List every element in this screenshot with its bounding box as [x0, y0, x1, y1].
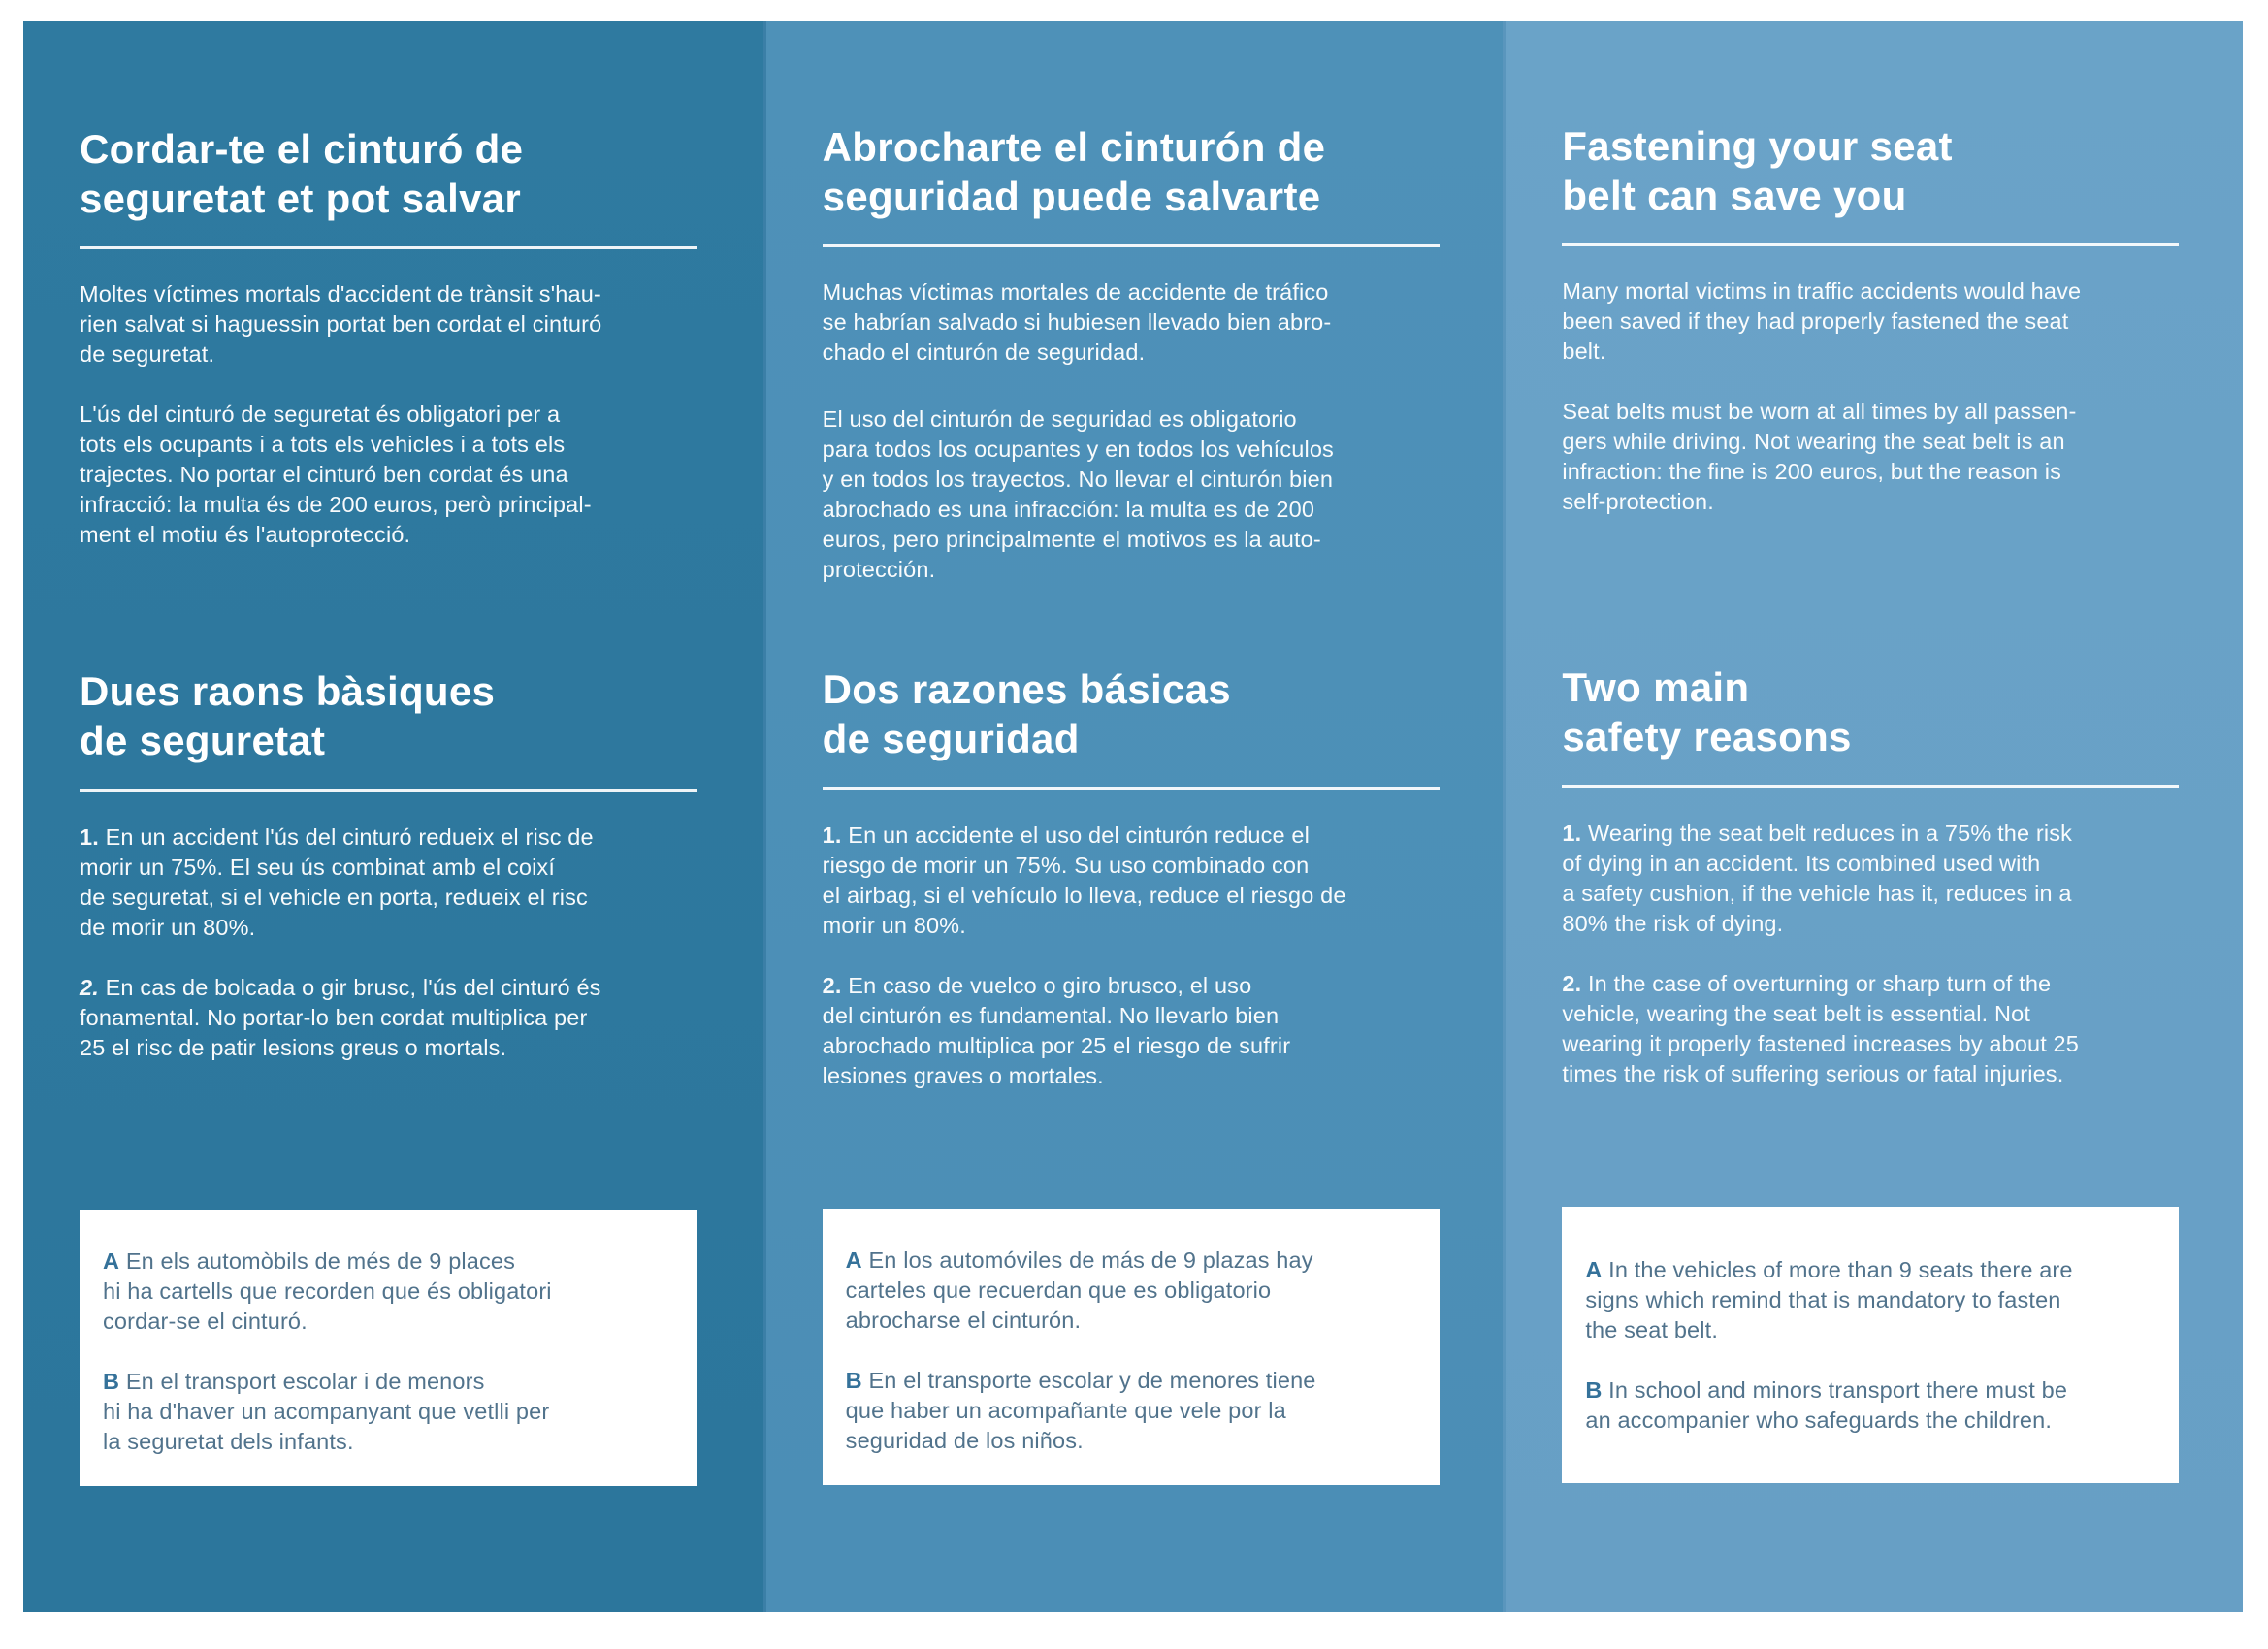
text-line: [846, 1306, 1416, 1336]
reason-item: [1562, 819, 2179, 939]
text-line: infracció: la multa és de 200 euros, però principal-: [80, 492, 592, 517]
reason-item: [1562, 969, 2179, 1089]
text-line: [1562, 999, 2179, 1029]
text-line: [80, 973, 697, 1003]
reason-item: [80, 973, 697, 1063]
info-box-letter: B: [845, 1368, 862, 1393]
text-line: [103, 1427, 673, 1457]
text-line: [823, 971, 1440, 1001]
text-line: belt.: [1562, 339, 1606, 364]
text-line: [846, 1426, 1416, 1456]
reason-number: 1.: [1562, 821, 1582, 846]
info-box-text: signs which remind that is mandatory to fasten: [1585, 1287, 2061, 1312]
info-box-text: En el transporte escolar y de menores tiene: [868, 1368, 1316, 1393]
text-line: para todos los ocupantes y en todos los vehículos: [822, 436, 1334, 462]
text-line: rien salvat si haguessin portat ben cordat el cinturó: [80, 311, 602, 337]
section-heading-main: [80, 124, 697, 223]
info-box-letter: A: [103, 1248, 120, 1274]
text-line: [846, 1245, 1416, 1276]
info-box-text: En los automóviles de más de 9 plazas hay: [868, 1247, 1313, 1273]
intro-text: [823, 277, 1440, 585]
reason-item: [80, 823, 697, 943]
text-line: [80, 913, 697, 943]
brochure: [23, 21, 2243, 1612]
text-line: [1562, 1059, 2179, 1089]
text-line: [823, 1001, 1440, 1031]
reason-number: 2.: [1562, 971, 1582, 996]
reason-text: En caso de vuelco o giro brusco, el uso: [848, 973, 1252, 998]
reason-text: fonamental. No portar-lo ben cordat multiplica per: [80, 1005, 588, 1030]
heading-line: safety reasons: [1562, 714, 1852, 760]
reason-text: abrochado multiplica por 25 el riesgo de sufrir: [822, 1033, 1291, 1058]
info-box: [80, 1210, 697, 1486]
text-line: Seat belts must be worn at all times by all passen-: [1562, 399, 2077, 424]
text-line: [1562, 909, 2179, 939]
reason-number: 1.: [80, 824, 99, 850]
heading-line: Two main: [1562, 664, 1750, 710]
info-box-item: [1585, 1375, 2155, 1436]
text-line: [1585, 1406, 2155, 1436]
heading-line: seguretat et pot salvar: [80, 176, 522, 221]
text-line: [1585, 1285, 2155, 1315]
info-box-text: abrocharse el cinturón.: [845, 1308, 1082, 1333]
text-line: [103, 1367, 673, 1397]
text-line: y en todos los trayectos. No llevar el cinturón bien: [822, 467, 1334, 492]
info-box-text: cordar-se el cinturó.: [103, 1309, 308, 1334]
text-line: [823, 1031, 1440, 1061]
text-line: [823, 821, 1440, 851]
divider: [80, 246, 697, 249]
panel-catalan: [23, 21, 763, 1612]
text-line: [1562, 819, 2179, 849]
text-line: been saved if they had properly fastened the seat: [1562, 308, 2069, 334]
info-box-text: hi ha d'haver un acompanyant que vetlli per: [103, 1399, 550, 1424]
reason-text: 25 el risc de patir lesions greus o mortals.: [80, 1035, 507, 1060]
intro-paragraph: [80, 279, 697, 370]
section-heading-reasons: [1562, 663, 2179, 761]
reason-text: En cas de bolcada o gir brusc, l'ús del cinturó és: [105, 975, 601, 1000]
text-line: trajectes. No portar el cinturó ben cordat és una: [80, 462, 568, 487]
info-box-text: carteles que recuerdan que es obligatorio: [845, 1277, 1272, 1303]
section-heading-main: [823, 122, 1440, 221]
heading-line: Fastening your seat: [1562, 123, 1953, 169]
intro-paragraph: [823, 277, 1440, 368]
text-line: L'ús del cinturó de seguretat és obligatori per a: [80, 402, 561, 427]
info-box: [823, 1209, 1440, 1485]
reason-number: 2.: [822, 973, 842, 998]
text-line: chado el cinturón de seguridad.: [822, 340, 1146, 365]
text-line: [1585, 1255, 2155, 1285]
text-line: [80, 1033, 697, 1063]
info-box-letter: A: [1585, 1257, 1603, 1282]
text-line: [1585, 1315, 2155, 1345]
info-box: [1562, 1207, 2179, 1483]
text-line: [1562, 969, 2179, 999]
reason-item: [823, 821, 1440, 941]
reasons-list: [823, 821, 1440, 1091]
info-box-text: En el transport escolar i de menors: [125, 1369, 485, 1394]
divider: [1562, 243, 2179, 246]
text-line: [823, 911, 1440, 941]
intro-paragraph: [1562, 276, 2179, 367]
heading-line: Dos razones básicas: [822, 666, 1231, 712]
divider: [80, 789, 697, 792]
text-line: self-protection.: [1562, 489, 1714, 514]
text-line: [823, 851, 1440, 881]
text-line: [846, 1276, 1416, 1306]
text-line: tots els ocupants i a tots els vehicles i a tots els: [80, 432, 566, 457]
text-line: [103, 1307, 673, 1337]
heading-line: seguridad puede salvarte: [822, 174, 1321, 219]
reason-item: [823, 971, 1440, 1091]
reason-text: of dying in an accident. Its combined used with: [1562, 851, 2041, 876]
reasons-list: [1562, 819, 2179, 1089]
info-box-item: [846, 1245, 1416, 1336]
heading-line: de seguretat: [80, 718, 326, 763]
heading-line: Dues raons bàsiques: [80, 668, 496, 714]
reason-text: de seguretat, si el vehicle en porta, redueix el risc: [80, 885, 588, 910]
info-box-item: [103, 1246, 673, 1337]
info-box-item: [103, 1367, 673, 1457]
text-line: de seguretat.: [80, 341, 215, 367]
reason-text: morir un 75%. El seu ús combinat amb el coixí: [80, 855, 556, 880]
info-box-item: [1585, 1255, 2155, 1345]
info-box-text: En els automòbils de més de 9 places: [125, 1248, 516, 1274]
text-line: gers while driving. Not wearing the seat belt is an: [1562, 429, 2065, 454]
text-line: protección.: [822, 557, 936, 582]
text-line: Muchas víctimas mortales de accidente de tráfico: [822, 279, 1329, 305]
reason-text: de morir un 80%.: [80, 915, 256, 940]
text-line: [1562, 1029, 2179, 1059]
text-line: euros, pero principalmente el motivos es la auto-: [822, 527, 1321, 552]
reason-text: lesiones graves o mortales.: [822, 1063, 1104, 1088]
reason-text: el airbag, si el vehículo lo lleva, reduce el riesgo de: [822, 883, 1346, 908]
divider: [823, 787, 1440, 790]
intro-paragraph: [823, 404, 1440, 585]
text-line: Many mortal victims in traffic accidents would have: [1562, 278, 2082, 304]
text-line: [823, 1061, 1440, 1091]
reason-text: morir un 80%.: [822, 913, 966, 938]
panel-english: [1503, 21, 2243, 1612]
reason-text: vehicle, wearing the seat belt is essential. Not: [1562, 1001, 2031, 1026]
info-box-text: In school and minors transport there must be: [1608, 1377, 2068, 1403]
text-line: [823, 881, 1440, 911]
text-line: [846, 1396, 1416, 1426]
text-line: [80, 1003, 697, 1033]
info-box-letter: A: [845, 1247, 862, 1273]
text-line: [80, 883, 697, 913]
reason-text: En un accident l'ús del cinturó redueix el risc de: [105, 824, 594, 850]
info-box-text: hi ha cartells que recorden que és obligatori: [103, 1278, 552, 1304]
intro-paragraph: [1562, 397, 2179, 517]
text-line: ment el motiu és l'autoprotecció.: [80, 522, 411, 547]
info-box-text: la seguretat dels infants.: [103, 1429, 354, 1454]
heading-line: Abrocharte el cinturón de: [822, 124, 1326, 170]
heading-line: belt can save you: [1562, 173, 1907, 218]
text-line: Moltes víctimes mortals d'accident de trànsit s'hau-: [80, 281, 601, 307]
section-heading-main: [1562, 121, 2179, 220]
reason-text: times the risk of suffering serious or fatal injuries.: [1562, 1061, 2064, 1086]
text-line: infraction: the fine is 200 euros, but the reason is: [1562, 459, 2061, 484]
divider: [1562, 785, 2179, 788]
text-line: [103, 1397, 673, 1427]
text-line: [103, 1277, 673, 1307]
reason-text: del cinturón es fundamental. No llevarlo bien: [822, 1003, 1280, 1028]
reason-text: a safety cushion, if the vehicle has it, reduces in a: [1562, 881, 2072, 906]
info-box-text: an accompanier who safeguards the children.: [1585, 1407, 2052, 1433]
text-line: abrochado es una infracción: la multa es de 200: [822, 497, 1315, 522]
reason-text: wearing it properly fastened increases by about 25: [1562, 1031, 2079, 1056]
intro-paragraph: [80, 400, 697, 550]
text-line: [1585, 1375, 2155, 1406]
info-box-letter: B: [1585, 1377, 1603, 1403]
info-box-letter: B: [103, 1369, 120, 1394]
heading-line: Cordar-te el cinturó de: [80, 126, 524, 172]
heading-line: de seguridad: [822, 716, 1080, 761]
reason-text: In the case of overturning or sharp turn of the: [1587, 971, 2052, 996]
info-box-text: que haber un acompañante que vele por la: [845, 1398, 1286, 1423]
section-heading-reasons: [823, 664, 1440, 763]
reason-text: En un accidente el uso del cinturón reduce el: [848, 823, 1311, 848]
reasons-list: [80, 823, 697, 1063]
text-line: El uso del cinturón de seguridad es obligatorio: [822, 406, 1297, 432]
info-box-item: [846, 1366, 1416, 1456]
text-line: [80, 823, 697, 853]
section-heading-reasons: [80, 666, 697, 765]
text-line: [1562, 849, 2179, 879]
info-box-text: In the vehicles of more than 9 seats there are: [1608, 1257, 2073, 1282]
divider: [823, 244, 1440, 247]
info-box-text: seguridad de los niños.: [845, 1428, 1084, 1453]
reason-text: riesgo de morir un 75%. Su uso combinado con: [822, 853, 1310, 878]
text-line: se habrían salvado si hubiesen llevado bien abro-: [822, 309, 1332, 335]
reason-number: 2.: [80, 975, 99, 1000]
reason-text: Wearing the seat belt reduces in a 75% the risk: [1587, 821, 2073, 846]
text-line: [846, 1366, 1416, 1396]
text-line: [103, 1246, 673, 1277]
reason-text: 80% the risk of dying.: [1562, 911, 1784, 936]
text-line: [1562, 879, 2179, 909]
reason-number: 1.: [822, 823, 842, 848]
info-box-text: the seat belt.: [1585, 1317, 1719, 1342]
intro-text: [80, 279, 697, 550]
text-line: [80, 853, 697, 883]
intro-text: [1562, 276, 2179, 517]
panel-spanish: [763, 21, 1504, 1612]
